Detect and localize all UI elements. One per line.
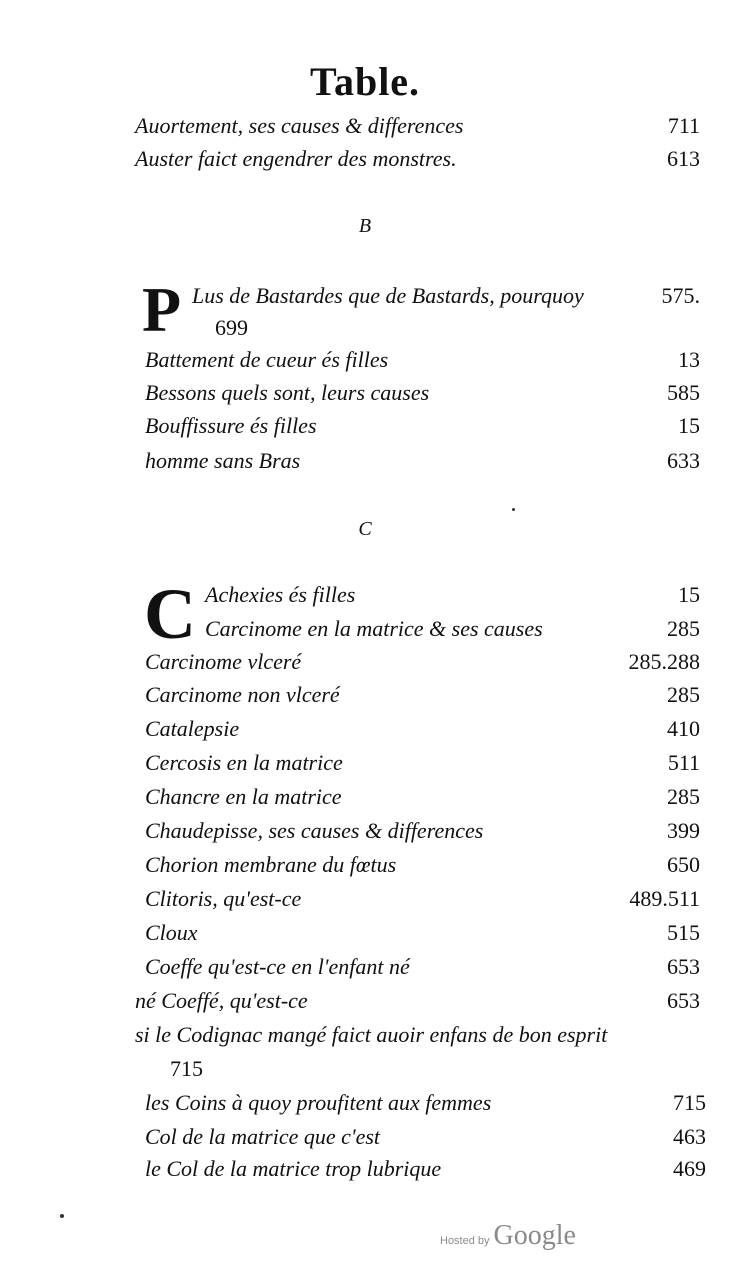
drop-cap-c: C	[144, 574, 196, 654]
index-entry-page: 489.511	[629, 886, 700, 911]
index-entry-page: 715	[673, 1090, 706, 1115]
page-title: Table.	[309, 59, 421, 104]
index-entry-page: 653	[667, 988, 700, 1013]
index-entry-page: 15	[678, 582, 700, 607]
index-entry-text: Bessons quels sont, leurs causes	[145, 380, 430, 405]
index-entry-page: 650	[667, 852, 700, 877]
index-entry-page: 410	[667, 716, 700, 741]
index-entry-page: 711	[667, 113, 700, 138]
index-entry-text: Auster faict engendrer des monstres.	[135, 146, 457, 171]
index-entry-text: Carcinome vlceré	[145, 649, 302, 674]
google-logo-text: Google	[493, 1220, 576, 1251]
index-entry-text: Cloux	[145, 920, 198, 945]
section-letter-c: C	[358, 518, 372, 540]
index-entry-page: 511	[667, 750, 700, 775]
index-entry-page: 575.	[661, 283, 700, 308]
index-entry-text: Battement de cueur és filles	[145, 347, 389, 372]
index-entry-page: 399	[667, 818, 700, 843]
section-letter-b: B	[358, 215, 372, 237]
index-entry-text: Auortement, ses causes & differences	[135, 113, 464, 138]
index-entry-text: Col de la matrice que c'est	[145, 1124, 381, 1149]
index-entry-text: Cercosis en la matrice	[145, 750, 343, 775]
index-entry-text: Achexies és filles	[205, 582, 356, 607]
index-entry-page-continued: 699	[215, 315, 248, 340]
hosted-by-label: Hosted by	[440, 1235, 490, 1247]
index-entry-text: Carcinome en la matrice & ses causes	[205, 616, 543, 641]
index-entry-text: Catalepsie	[145, 716, 240, 741]
index-entry-text: Chancre en la matrice	[145, 784, 342, 809]
scan-speck	[60, 1214, 64, 1218]
index-entry-page: 285	[667, 682, 700, 707]
index-entry-text: le Col de la matrice trop lubrique	[145, 1156, 442, 1181]
index-entry-page: 633	[667, 448, 700, 473]
index-entry-page: 13	[678, 347, 700, 372]
index-entry-text: Lus de Bastardes que de Bastards, pourquoy	[192, 283, 584, 308]
index-entry-page: 463	[673, 1124, 706, 1149]
index-entry-page-continued: 715	[170, 1056, 203, 1081]
index-entry-text: Bouffissure és filles	[145, 413, 317, 438]
drop-cap-p: P	[142, 274, 182, 345]
scan-speck	[512, 508, 515, 511]
index-entry-text: Carcinome non vlceré	[145, 682, 340, 707]
index-entry-page: 585	[667, 380, 700, 405]
index-entry-page: 285	[667, 784, 700, 809]
hosted-by-watermark	[440, 1220, 576, 1252]
index-entry-text: Coeffe qu'est-ce en l'enfant né	[145, 954, 410, 979]
index-entry-page: 285.288	[628, 649, 700, 674]
index-entry-text: Chorion membrane du fœtus	[145, 852, 397, 877]
index-entry-page: 613	[667, 146, 700, 171]
index-entry-text: Clitoris, qu'est-ce	[145, 886, 302, 911]
index-entry-page: 15	[678, 413, 700, 438]
index-entry-page: 515	[667, 920, 700, 945]
index-entry-page: 653	[667, 954, 700, 979]
index-entry-text: si le Codignac mangé faict auoir enfans de bon esprit	[135, 1022, 608, 1047]
index-entry-page: 469	[673, 1156, 706, 1181]
index-entry-text: homme sans Bras	[145, 448, 301, 473]
index-entry-text: Chaudepisse, ses causes & differences	[145, 818, 484, 843]
index-entry-page: 285	[667, 616, 700, 641]
index-entry-text: les Coins à quoy proufitent aux femmes	[145, 1090, 492, 1115]
index-entry-text: né Coeffé, qu'est-ce	[135, 988, 308, 1013]
